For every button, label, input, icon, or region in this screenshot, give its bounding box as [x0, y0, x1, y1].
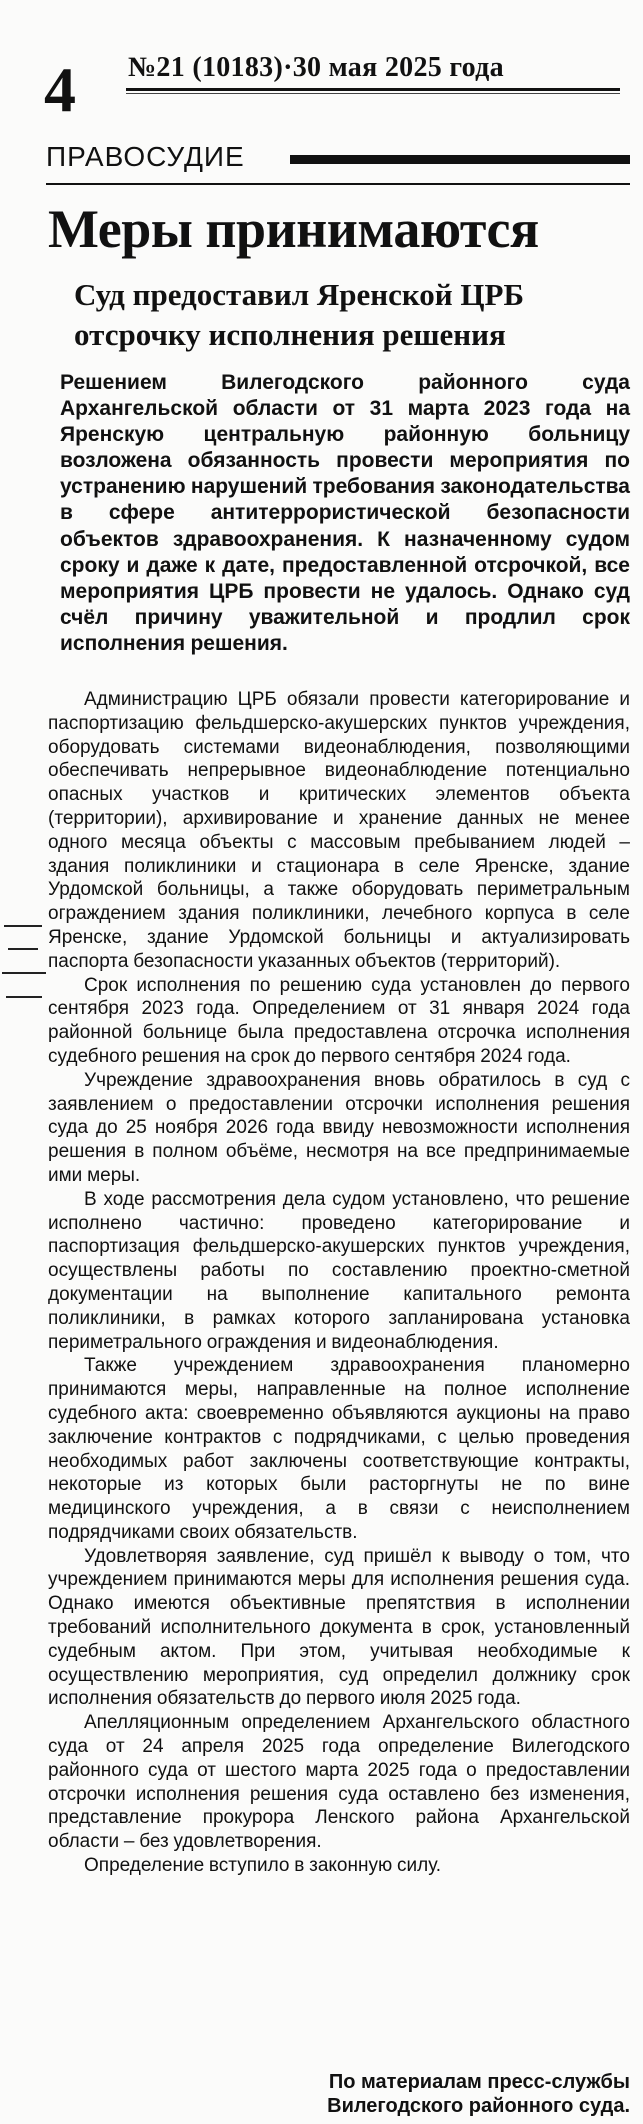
- header-rule-thin: [126, 93, 620, 94]
- article-signature: [200, 2070, 630, 2118]
- header-rule: [126, 88, 620, 91]
- paragraph: Определение вступило в законную силу.: [84, 1855, 442, 1877]
- signature-line: Вилегодского районного суда.: [327, 2095, 630, 2117]
- article-subheadline: Суд предоставил Яренской ЦРБ отсрочку исполнения решения: [74, 277, 524, 352]
- paragraph: Удовлетворяя заявление, суд пришёл к выводу о том, что учреждением принимаются меры для исполнения решения суда. Однако имеются объективные препятствия в исполнении требований исполнительного документа в срок, установленный судебным актом. При этом, учитывая необходимые к осуществлению мероприятия, суд определил должнику срок исполнения обязательств до первого июля 2025 года.: [48, 1545, 630, 1710]
- scan-artifact: [4, 925, 42, 927]
- page-number: 4: [44, 54, 76, 125]
- paragraph: Срок исполнения по решению суда установлен до первого сентября 2023 года. Определением от 31 января 2024 года районной больнице была предоставлена отсрочка исполнения судебного решения на срок до первого сентября 2024 года.: [48, 974, 630, 1067]
- paragraph: Администрацию ЦРБ обязали провести категорирование и паспортизацию фельдшерско-акушерских пунктов учреждения, оборудовать системами видеонаблюдения, позволяющими обеспечивать непрерывное видеонаблюдение потенциально опасных участков и критических элементов объекта (территории), архивирование и хранение данных не менее одного месяца объекты с массовым пребыванием людей – здания поликлиники и стационара в селе Яренске, здание Урдомской больницы, а также оборудовать периметральным ограждением здания поликлиники, лечебного корпуса в селе Яренске, здание Урдомской больницы и актуализировать паспорта безопасности указанных объектов (территорий).: [48, 689, 630, 972]
- rubric-bar: [290, 155, 630, 164]
- paragraph: Апелляционным определением Архангельского областного суда от 24 апреля 2025 года определение Вилегодского районного суда от шестого марта 2025 года о предоставлении отсрочки исполнения решения суда оставлено без изменения, представление прокурора Ленского района Архангельской области – без удовлетворения.: [48, 1712, 630, 1853]
- article-headline: Меры принимаются: [48, 199, 539, 259]
- paragraph: Также учреждением здравоохранения планомерно принимаются меры, направленные на полное исполнение судебного акта: своевременно объявляются аукционы на право заключение контрактов с подрядчиками, с целью проведения необходимых работ заключены соответствующие контракты, некоторые из которых были расторгнуты не по вине медицинского учреждения, а в связи с неисполнением подрядчиками своих обязательств.: [48, 1355, 630, 1543]
- article-body: [48, 688, 630, 1878]
- signature-line: По материалам пресс-службы: [328, 2071, 630, 2093]
- rubric-underline: [46, 183, 630, 185]
- article-lead: Решением Вилегодского районного суда Архангельской области от 31 марта 2023 года на Яренскую центральную районную больницу возложена обязанность провести мероприятия по устранению нарушений требования законодательства в сфере антитеррористической безопасности объектов здравоохранения. К назначенному судом сроку и даже к дате, предоставленной отсрочкой, все мероприятия ЦРБ провести не удалось. Однако суд счёл причину уважительной и продлил срок исполнения решения.: [60, 371, 630, 655]
- paragraph: В ходе рассмотрения дела судом установлено, что решение исполнено частично: проведено категорирование и паспортизация фельдшерско-акушерских пунктов учреждения, осуществлены работы по составлению проектно-сметной документации на выполнение капитального ремонта поликлиники, в рамках которого запланирована установка периметрального ограждения и видеонаблюдения.: [48, 1188, 630, 1353]
- scan-artifact: [8, 948, 38, 950]
- rubric-label: ПРАВОСУДИЕ: [46, 141, 245, 172]
- issue-date-line: №21 (10183)·30 мая 2025 года: [128, 52, 504, 83]
- paragraph: Учреждение здравоохранения вновь обратилось в суд с заявлением о предоставлении отсрочки исполнения решения суда до 25 ноября 2026 года ввиду невозможности исполнения решения в полном объёме, несмотря на все предпринимаемые ими меры.: [48, 1069, 630, 1186]
- scan-artifact: [6, 996, 42, 998]
- scan-artifact: [2, 972, 46, 974]
